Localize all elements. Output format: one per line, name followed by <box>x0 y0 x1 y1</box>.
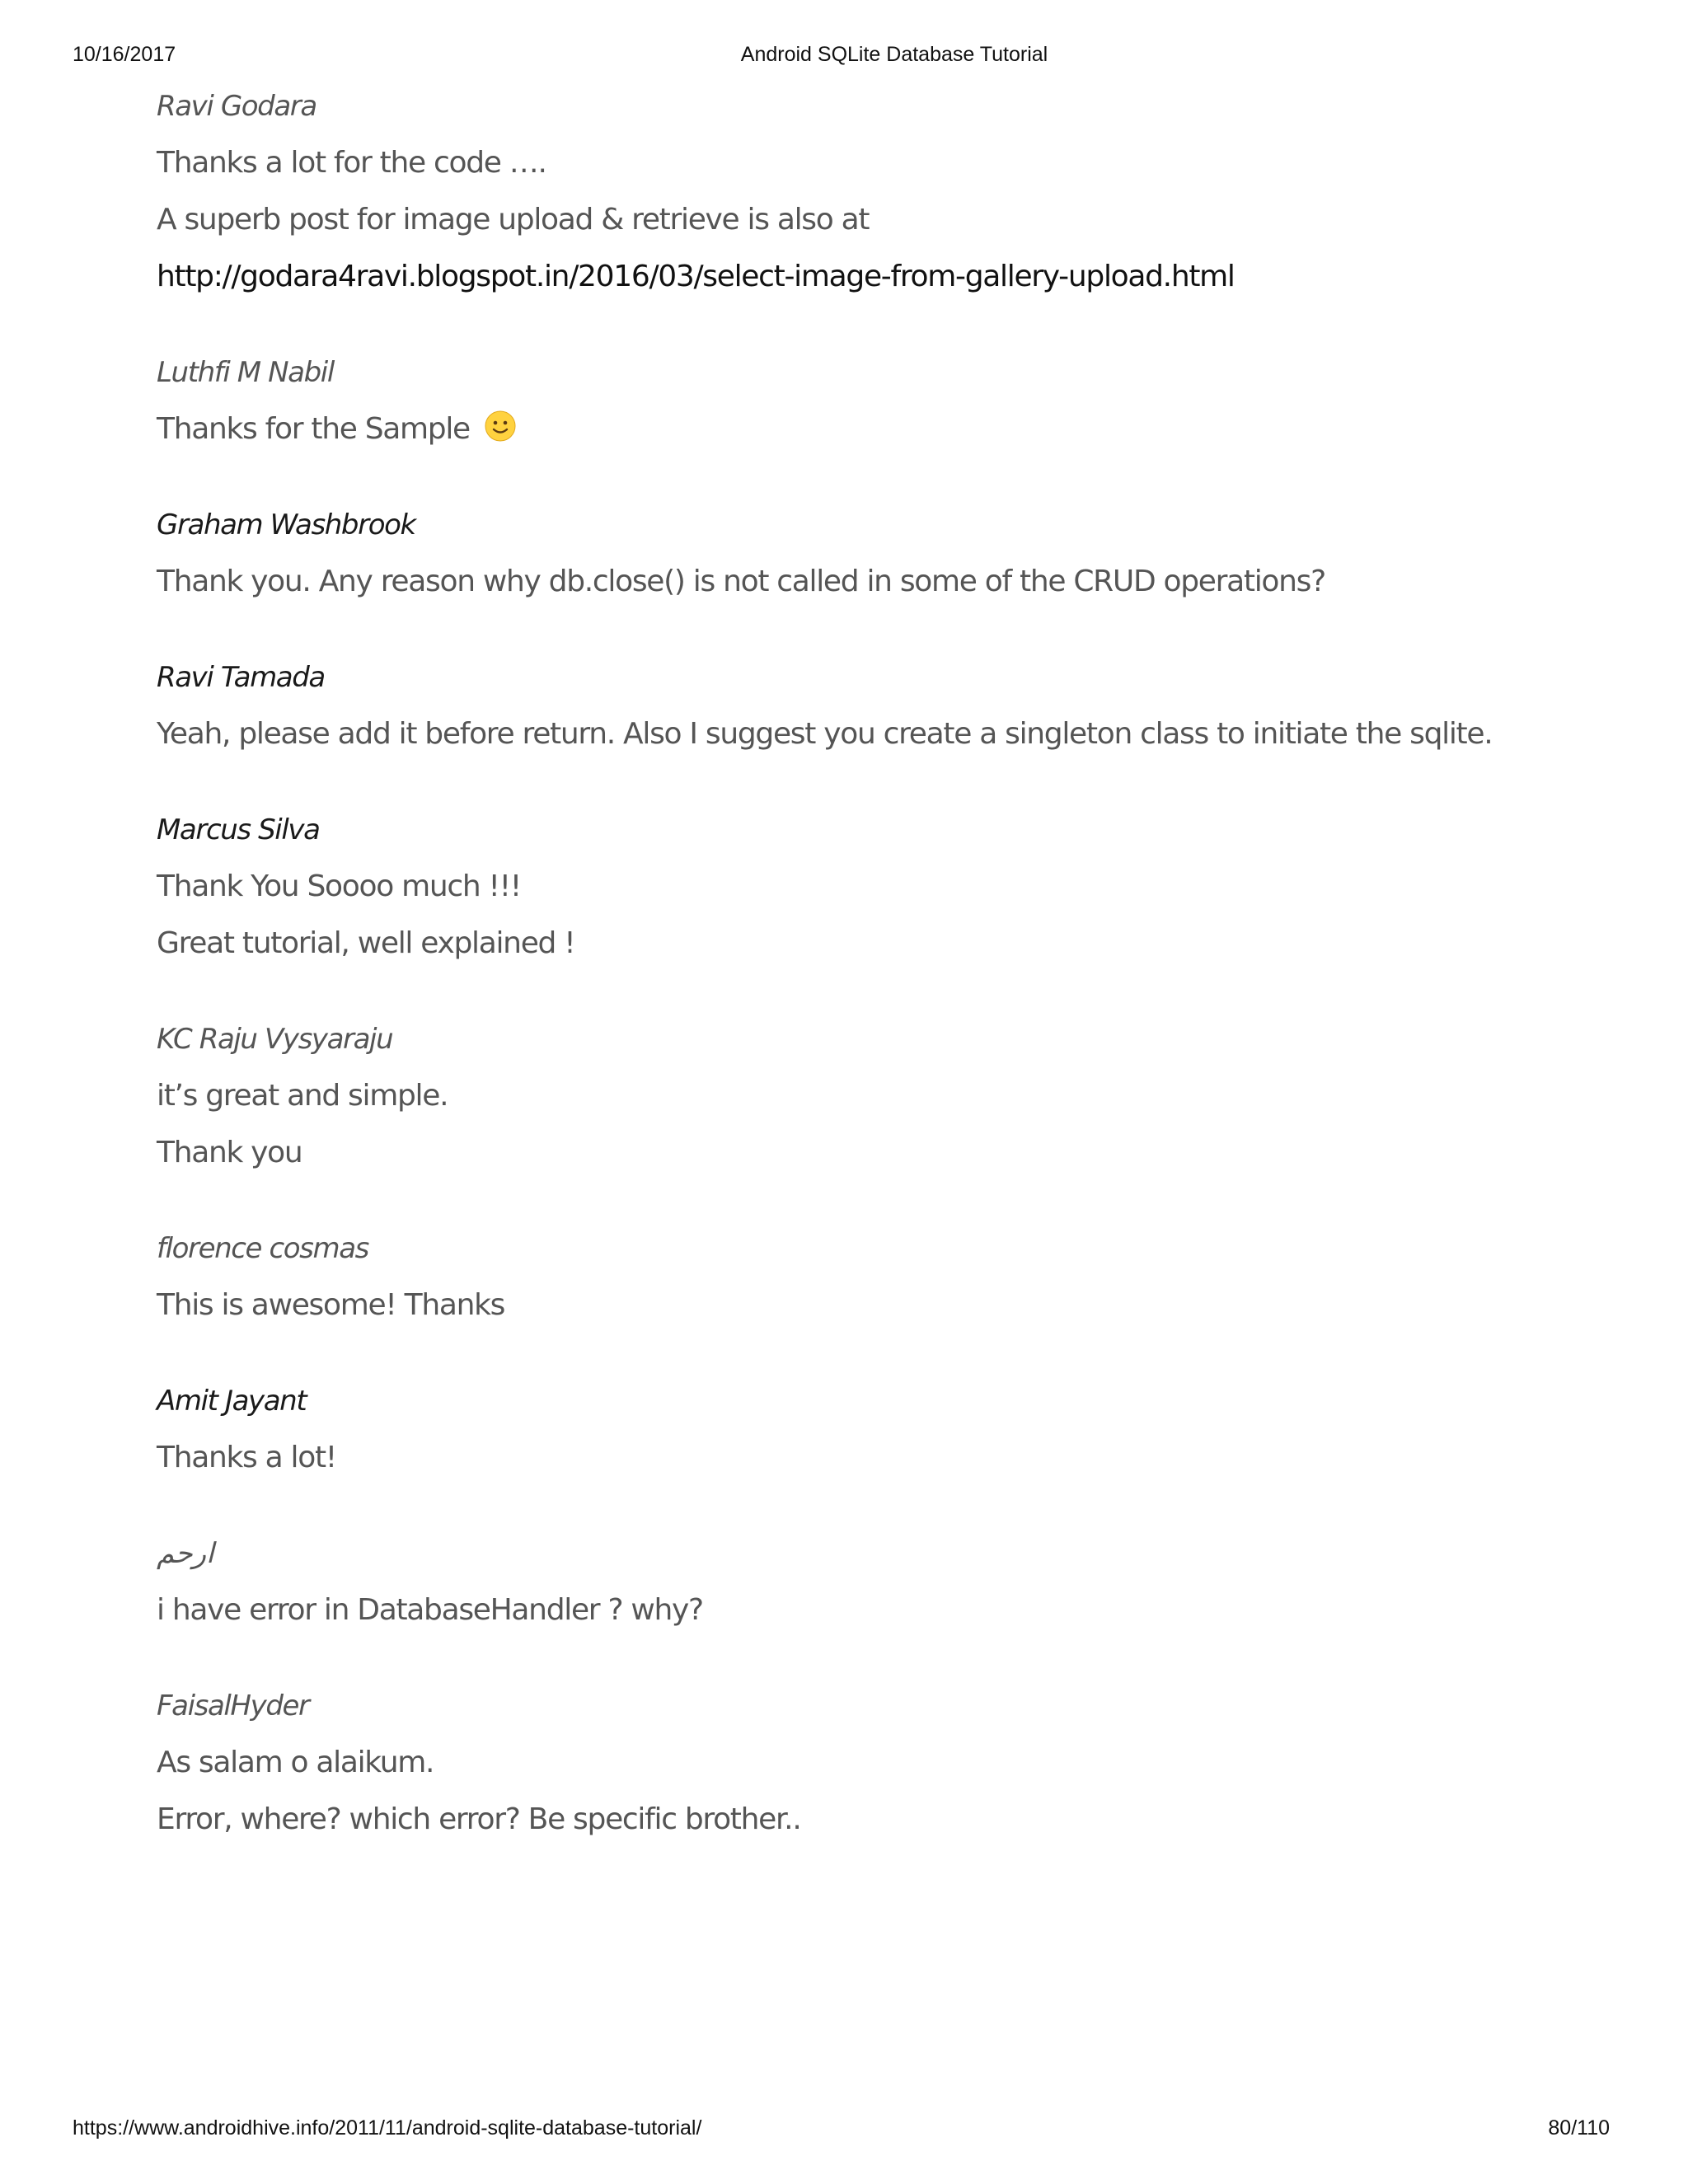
comment-author: Luthfi M Nabil <box>157 356 334 389</box>
smiley-icon <box>485 410 516 452</box>
comment-text: Thank you. Any reason why db.close() is not called in some of the CRUD operations? <box>157 565 1325 598</box>
comment-text: This is awesome! Thanks <box>157 1288 505 1322</box>
comment-text: it’s great and simple. <box>157 1079 448 1113</box>
comment-text: Thank You Soooo much !!! <box>157 869 521 903</box>
comment-text: A superb post for image upload & retrieve is also at <box>157 203 870 237</box>
comment-author: Graham Washbrook <box>157 509 415 541</box>
comment-author: Amit Jayant <box>157 1385 307 1418</box>
comment-author: Ravi Tamada <box>157 661 325 694</box>
comment-text: Error, where? which error? Be specific brother.. <box>157 1802 801 1836</box>
page-url: https://www.androidhive.info/2011/11/android-sqlite-database-tutorial/ <box>73 2116 702 2139</box>
comment-author: FaisalHyder <box>157 1690 309 1722</box>
comment-text: Thanks for the Sample <box>157 412 470 446</box>
comment-text: Great tutorial, well explained ! <box>157 926 575 960</box>
comment <box>157 1382 1574 1477</box>
comment-author: KC Raju Vysyaraju <box>157 1023 393 1056</box>
comment-text: Thanks a lot for the code …. <box>157 146 546 180</box>
comment <box>157 1230 1574 1324</box>
comment <box>157 506 1574 601</box>
page-title: Android SQLite Database Tutorial <box>740 43 1048 66</box>
comment <box>157 354 1574 448</box>
comment <box>157 658 1574 753</box>
comment-text: Thanks a lot! <box>157 1441 336 1474</box>
comment <box>157 1687 1574 1839</box>
comment <box>157 1020 1574 1172</box>
comment-author: ارحم <box>157 1537 214 1570</box>
comment-text: i have error in DatabaseHandler ? why? <box>157 1593 703 1627</box>
comments-list <box>157 87 1574 1896</box>
comment-author: Marcus Silva <box>157 813 320 846</box>
comment <box>157 87 1574 296</box>
comment-text: As salam o alaikum. <box>157 1746 434 1779</box>
page-number: 80/110 <box>1548 2116 1610 2139</box>
print-date: 10/16/2017 <box>73 43 176 66</box>
comment-author: florence cosmas <box>157 1232 368 1265</box>
comment-text: Yeah, please add it before return. Also I suggest you create a singleton class to initiate the sqlite. <box>157 717 1493 751</box>
comment-author: Ravi Godara <box>157 90 316 123</box>
comment-text-row <box>157 410 1574 448</box>
comment <box>157 811 1574 963</box>
comment <box>157 1535 1574 1629</box>
comment-text: Thank you <box>157 1136 302 1169</box>
comment-link[interactable]: http://godara4ravi.blogspot.in/2016/03/select-image-from-gallery-upload.html <box>157 260 1235 293</box>
